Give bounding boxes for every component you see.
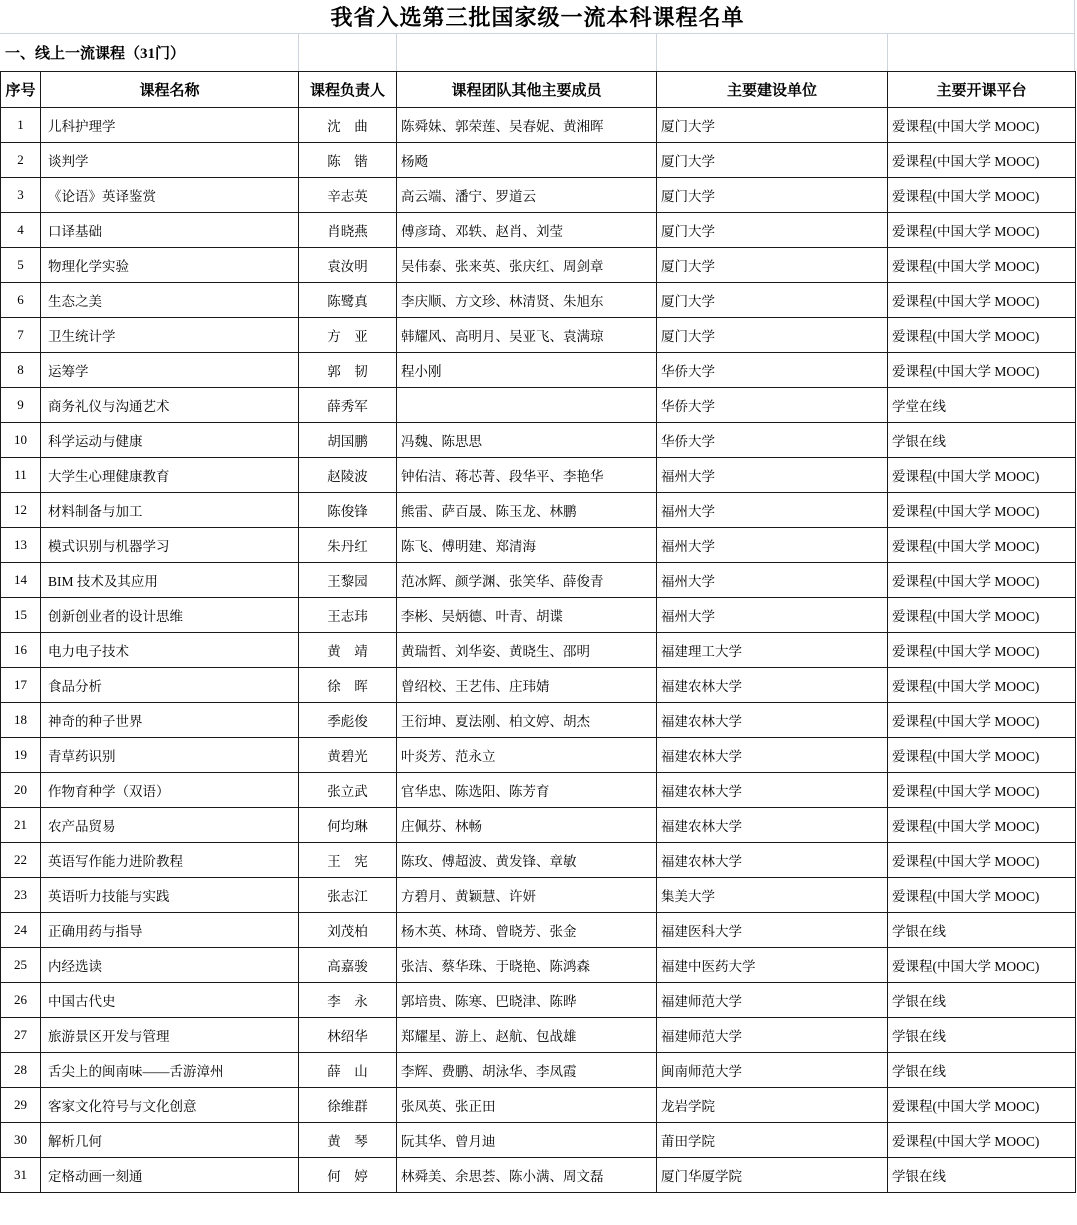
course-table — [0, 71, 1076, 1193]
cell-construction-unit: 厦门华厦学院 — [657, 1158, 888, 1193]
cell-platform: 爱课程(中国大学 MOOC) — [888, 878, 1076, 913]
table-row — [1, 318, 1076, 353]
cell-course-leader: 薛 山 — [299, 1053, 397, 1088]
cell-row-number: 12 — [1, 493, 41, 528]
cell-platform: 爱课程(中国大学 MOOC) — [888, 353, 1076, 388]
cell-course-leader: 方 亚 — [299, 318, 397, 353]
cell-construction-unit: 福建农林大学 — [657, 738, 888, 773]
cell-platform: 学银在线 — [888, 1158, 1076, 1193]
cell-course-leader: 张立武 — [299, 773, 397, 808]
cell-course-leader: 季彪俊 — [299, 703, 397, 738]
cell-course-name: 模式识别与机器学习 — [41, 528, 299, 563]
cell-course-name: 内经选读 — [41, 948, 299, 983]
cell-row-number: 14 — [1, 563, 41, 598]
cell-row-number: 29 — [1, 1088, 41, 1123]
cell-platform: 爱课程(中国大学 MOOC) — [888, 808, 1076, 843]
table-row — [1, 843, 1076, 878]
cell-construction-unit: 厦门大学 — [657, 213, 888, 248]
cell-course-name: 英语听力技能与实践 — [41, 878, 299, 913]
table-row — [1, 738, 1076, 773]
cell-row-number: 24 — [1, 913, 41, 948]
gridline-horizontal — [0, 33, 1075, 34]
cell-course-name: 《论语》英译鉴赏 — [41, 178, 299, 213]
cell-course-name: 旅游景区开发与管理 — [41, 1018, 299, 1053]
cell-construction-unit: 福建师范大学 — [657, 1018, 888, 1053]
cell-team-members: 范冰辉、颜学渊、张笑华、薛俊青 — [397, 563, 657, 598]
cell-team-members: 钟佑洁、蒋芯菁、段华平、李艳华 — [397, 458, 657, 493]
cell-platform: 学银在线 — [888, 1018, 1076, 1053]
table-row — [1, 423, 1076, 458]
cell-construction-unit: 厦门大学 — [657, 248, 888, 283]
table-row — [1, 178, 1076, 213]
cell-team-members: 陈玫、傅超波、黄发锋、章敏 — [397, 843, 657, 878]
cell-team-members: 郭培贵、陈寒、巴晓津、陈晔 — [397, 983, 657, 1018]
cell-platform: 爱课程(中国大学 MOOC) — [888, 213, 1076, 248]
section-label: 一、线上一流课程（31门） — [5, 45, 186, 62]
cell-platform: 爱课程(中国大学 MOOC) — [888, 248, 1076, 283]
cell-team-members: 张洁、蔡华珠、于晓艳、陈鸿森 — [397, 948, 657, 983]
cell-course-name: 舌尖上的闽南味——舌游漳州 — [41, 1053, 299, 1088]
cell-construction-unit: 福建中医药大学 — [657, 948, 888, 983]
cell-course-name: 大学生心理健康教育 — [41, 458, 299, 493]
cell-construction-unit: 集美大学 — [657, 878, 888, 913]
cell-construction-unit: 福建农林大学 — [657, 668, 888, 703]
cell-course-leader: 李 永 — [299, 983, 397, 1018]
cell-course-name: 口译基础 — [41, 213, 299, 248]
cell-course-name: 神奇的种子世界 — [41, 703, 299, 738]
cell-team-members: 方碧月、黄颖慧、许妍 — [397, 878, 657, 913]
cell-course-leader: 刘茂柏 — [299, 913, 397, 948]
cell-course-leader: 朱丹红 — [299, 528, 397, 563]
cell-row-number: 20 — [1, 773, 41, 808]
cell-course-leader: 薛秀军 — [299, 388, 397, 423]
cell-row-number: 3 — [1, 178, 41, 213]
cell-course-name: 电力电子技术 — [41, 633, 299, 668]
table-row — [1, 808, 1076, 843]
cell-construction-unit: 华侨大学 — [657, 423, 888, 458]
sheet-top-area — [0, 0, 1077, 71]
cell-construction-unit: 福州大学 — [657, 598, 888, 633]
cell-team-members: 李彬、吴炳德、叶青、胡谍 — [397, 598, 657, 633]
table-row — [1, 353, 1076, 388]
cell-row-number: 11 — [1, 458, 41, 493]
cell-platform: 爱课程(中国大学 MOOC) — [888, 1088, 1076, 1123]
table-row — [1, 1158, 1076, 1193]
gridline-vertical — [298, 33, 299, 71]
cell-team-members: 林舜美、余思荟、陈小满、周文磊 — [397, 1158, 657, 1193]
cell-row-number: 28 — [1, 1053, 41, 1088]
cell-course-leader: 胡国鹏 — [299, 423, 397, 458]
cell-course-name: 运筹学 — [41, 353, 299, 388]
cell-team-members: 阮其华、曾月迪 — [397, 1123, 657, 1158]
cell-row-number: 25 — [1, 948, 41, 983]
cell-row-number: 30 — [1, 1123, 41, 1158]
cell-platform: 爱课程(中国大学 MOOC) — [888, 528, 1076, 563]
cell-construction-unit: 福建农林大学 — [657, 808, 888, 843]
cell-course-name: 中国古代史 — [41, 983, 299, 1018]
cell-course-name: 客家文化符号与文化创意 — [41, 1088, 299, 1123]
cell-platform: 爱课程(中国大学 MOOC) — [888, 318, 1076, 353]
cell-course-leader: 黄 琴 — [299, 1123, 397, 1158]
cell-course-leader: 黄 靖 — [299, 633, 397, 668]
cell-row-number: 7 — [1, 318, 41, 353]
cell-construction-unit: 福建农林大学 — [657, 843, 888, 878]
cell-platform: 学银在线 — [888, 913, 1076, 948]
cell-row-number: 22 — [1, 843, 41, 878]
cell-team-members: 王衍坤、夏法刚、柏文婷、胡杰 — [397, 703, 657, 738]
cell-course-leader: 陈 锴 — [299, 143, 397, 178]
table-row — [1, 668, 1076, 703]
table-row — [1, 948, 1076, 983]
cell-team-members: 傅彦琦、邓轶、赵肖、刘莹 — [397, 213, 657, 248]
cell-course-name: 物理化学实验 — [41, 248, 299, 283]
cell-platform: 学银在线 — [888, 1053, 1076, 1088]
cell-row-number: 31 — [1, 1158, 41, 1193]
gridline-vertical — [656, 33, 657, 71]
cell-course-leader: 徐 晖 — [299, 668, 397, 703]
cell-platform: 爱课程(中国大学 MOOC) — [888, 458, 1076, 493]
cell-team-members: 高云端、潘宁、罗道云 — [397, 178, 657, 213]
cell-course-leader: 辛志英 — [299, 178, 397, 213]
cell-construction-unit: 厦门大学 — [657, 143, 888, 178]
cell-row-number: 21 — [1, 808, 41, 843]
cell-course-name: 作物育种学（双语） — [41, 773, 299, 808]
column-header-leader: 课程负责人 — [299, 72, 397, 108]
cell-course-name: 食品分析 — [41, 668, 299, 703]
cell-platform: 爱课程(中国大学 MOOC) — [888, 493, 1076, 528]
cell-team-members: 冯魏、陈思思 — [397, 423, 657, 458]
cell-team-members: 郑耀星、游上、赵航、包战雄 — [397, 1018, 657, 1053]
column-header-platform: 主要开课平台 — [888, 72, 1076, 108]
cell-course-leader: 陈俊锋 — [299, 493, 397, 528]
cell-course-name: 生态之美 — [41, 283, 299, 318]
cell-team-members: 叶炎芳、范永立 — [397, 738, 657, 773]
cell-team-members: 黄瑞哲、刘华姿、黄晓生、邵明 — [397, 633, 657, 668]
table-row — [1, 143, 1076, 178]
cell-team-members — [397, 388, 657, 423]
cell-platform: 爱课程(中国大学 MOOC) — [888, 703, 1076, 738]
table-row — [1, 528, 1076, 563]
cell-platform: 学银在线 — [888, 423, 1076, 458]
cell-platform: 爱课程(中国大学 MOOC) — [888, 948, 1076, 983]
cell-construction-unit: 福州大学 — [657, 528, 888, 563]
cell-construction-unit: 莆田学院 — [657, 1123, 888, 1158]
cell-course-leader: 王 宪 — [299, 843, 397, 878]
cell-platform: 爱课程(中国大学 MOOC) — [888, 773, 1076, 808]
cell-construction-unit: 厦门大学 — [657, 178, 888, 213]
cell-course-leader: 王黎园 — [299, 563, 397, 598]
table-row — [1, 913, 1076, 948]
cell-row-number: 27 — [1, 1018, 41, 1053]
cell-course-name: 卫生统计学 — [41, 318, 299, 353]
cell-platform: 爱课程(中国大学 MOOC) — [888, 143, 1076, 178]
cell-row-number: 18 — [1, 703, 41, 738]
cell-construction-unit: 福建医科大学 — [657, 913, 888, 948]
table-body — [1, 108, 1076, 1193]
cell-row-number: 1 — [1, 108, 41, 143]
cell-row-number: 26 — [1, 983, 41, 1018]
table-row — [1, 1053, 1076, 1088]
cell-team-members: 杨木英、林琦、曾晓芳、张金 — [397, 913, 657, 948]
cell-construction-unit: 厦门大学 — [657, 108, 888, 143]
cell-course-name: 儿科护理学 — [41, 108, 299, 143]
table-header-row — [1, 72, 1076, 108]
cell-course-leader: 袁汝明 — [299, 248, 397, 283]
cell-row-number: 15 — [1, 598, 41, 633]
cell-platform: 学堂在线 — [888, 388, 1076, 423]
cell-row-number: 4 — [1, 213, 41, 248]
cell-construction-unit: 福建师范大学 — [657, 983, 888, 1018]
table-row — [1, 388, 1076, 423]
gridline-vertical — [396, 33, 397, 71]
cell-team-members: 李庆顺、方文珍、林清贤、朱旭东 — [397, 283, 657, 318]
table-row — [1, 1018, 1076, 1053]
cell-row-number: 8 — [1, 353, 41, 388]
cell-course-leader: 肖晓燕 — [299, 213, 397, 248]
cell-row-number: 6 — [1, 283, 41, 318]
cell-platform: 爱课程(中国大学 MOOC) — [888, 283, 1076, 318]
cell-platform: 爱课程(中国大学 MOOC) — [888, 563, 1076, 598]
table-row — [1, 458, 1076, 493]
cell-platform: 爱课程(中国大学 MOOC) — [888, 738, 1076, 773]
cell-row-number: 10 — [1, 423, 41, 458]
cell-row-number: 23 — [1, 878, 41, 913]
cell-construction-unit: 福州大学 — [657, 563, 888, 598]
cell-construction-unit: 华侨大学 — [657, 353, 888, 388]
cell-team-members: 陈飞、傅明建、郑清海 — [397, 528, 657, 563]
cell-course-name: 青草药识别 — [41, 738, 299, 773]
table-row — [1, 878, 1076, 913]
cell-row-number: 17 — [1, 668, 41, 703]
table-row — [1, 1088, 1076, 1123]
table-row — [1, 213, 1076, 248]
cell-course-name: 材料制备与加工 — [41, 493, 299, 528]
cell-course-leader: 沈 曲 — [299, 108, 397, 143]
cell-course-name: 创新创业者的设计思维 — [41, 598, 299, 633]
cell-course-leader: 张志江 — [299, 878, 397, 913]
cell-course-leader: 高嘉骏 — [299, 948, 397, 983]
cell-construction-unit: 华侨大学 — [657, 388, 888, 423]
table-row — [1, 248, 1076, 283]
cell-course-name: 正确用药与指导 — [41, 913, 299, 948]
cell-platform: 爱课程(中国大学 MOOC) — [888, 598, 1076, 633]
column-header-no: 序号 — [1, 72, 41, 108]
cell-course-leader: 黄碧光 — [299, 738, 397, 773]
cell-row-number: 5 — [1, 248, 41, 283]
gridline-vertical — [1074, 0, 1075, 71]
cell-row-number: 16 — [1, 633, 41, 668]
cell-course-leader: 郭 韧 — [299, 353, 397, 388]
cell-course-leader: 王志玮 — [299, 598, 397, 633]
cell-construction-unit: 福州大学 — [657, 458, 888, 493]
cell-construction-unit: 福州大学 — [657, 493, 888, 528]
cell-course-name: BIM 技术及其应用 — [41, 563, 299, 598]
table-row — [1, 983, 1076, 1018]
cell-team-members: 曾绍校、王艺伟、庄玮婧 — [397, 668, 657, 703]
cell-course-name: 英语写作能力进阶教程 — [41, 843, 299, 878]
cell-course-name: 科学运动与健康 — [41, 423, 299, 458]
cell-course-leader: 林绍华 — [299, 1018, 397, 1053]
cell-construction-unit: 厦门大学 — [657, 318, 888, 353]
cell-team-members: 庄佩芬、林畅 — [397, 808, 657, 843]
page-title: 我省入选第三批国家级一流本科课程名单 — [330, 5, 745, 30]
cell-team-members: 官华忠、陈选阳、陈芳育 — [397, 773, 657, 808]
table-row — [1, 598, 1076, 633]
cell-course-name: 商务礼仪与沟通艺术 — [41, 388, 299, 423]
cell-team-members: 韩耀风、高明月、吴亚飞、袁满琼 — [397, 318, 657, 353]
table-row — [1, 703, 1076, 738]
cell-team-members: 李辉、费鹏、胡泳华、李凤霞 — [397, 1053, 657, 1088]
cell-construction-unit: 福建理工大学 — [657, 633, 888, 668]
cell-row-number: 2 — [1, 143, 41, 178]
cell-team-members: 陈舜妹、郭荣莲、吴春妮、黄湘晖 — [397, 108, 657, 143]
table-row — [1, 1123, 1076, 1158]
cell-platform: 爱课程(中国大学 MOOC) — [888, 1123, 1076, 1158]
cell-team-members: 熊雷、萨百晟、陈玉龙、林鹏 — [397, 493, 657, 528]
cell-course-leader: 陈鹭真 — [299, 283, 397, 318]
table-row — [1, 493, 1076, 528]
cell-row-number: 19 — [1, 738, 41, 773]
column-header-unit: 主要建设单位 — [657, 72, 888, 108]
cell-course-leader: 赵陵波 — [299, 458, 397, 493]
table-row — [1, 563, 1076, 598]
gridline-vertical — [887, 33, 888, 71]
table-row — [1, 108, 1076, 143]
cell-course-name: 解析几何 — [41, 1123, 299, 1158]
cell-row-number: 9 — [1, 388, 41, 423]
cell-team-members: 程小刚 — [397, 353, 657, 388]
table-row — [1, 633, 1076, 668]
cell-course-name: 谈判学 — [41, 143, 299, 178]
cell-row-number: 13 — [1, 528, 41, 563]
cell-construction-unit: 闽南师范大学 — [657, 1053, 888, 1088]
cell-course-leader: 徐维群 — [299, 1088, 397, 1123]
cell-team-members: 吴伟泰、张来英、张庆红、周剑章 — [397, 248, 657, 283]
cell-platform: 学银在线 — [888, 983, 1076, 1018]
cell-course-leader: 何 婷 — [299, 1158, 397, 1193]
cell-course-leader: 何均琳 — [299, 808, 397, 843]
cell-team-members: 张凤英、张正田 — [397, 1088, 657, 1123]
cell-construction-unit: 厦门大学 — [657, 283, 888, 318]
cell-construction-unit: 福建农林大学 — [657, 703, 888, 738]
table-row — [1, 283, 1076, 318]
cell-construction-unit: 福建农林大学 — [657, 773, 888, 808]
cell-course-name: 定格动画一刻通 — [41, 1158, 299, 1193]
column-header-members: 课程团队其他主要成员 — [397, 72, 657, 108]
cell-platform: 爱课程(中国大学 MOOC) — [888, 108, 1076, 143]
column-header-course: 课程名称 — [41, 72, 299, 108]
cell-platform: 爱课程(中国大学 MOOC) — [888, 633, 1076, 668]
cell-course-name: 农产品贸易 — [41, 808, 299, 843]
cell-platform: 爱课程(中国大学 MOOC) — [888, 843, 1076, 878]
cell-team-members: 杨飏 — [397, 143, 657, 178]
table-row — [1, 773, 1076, 808]
cell-platform: 爱课程(中国大学 MOOC) — [888, 668, 1076, 703]
cell-construction-unit: 龙岩学院 — [657, 1088, 888, 1123]
cell-platform: 爱课程(中国大学 MOOC) — [888, 178, 1076, 213]
